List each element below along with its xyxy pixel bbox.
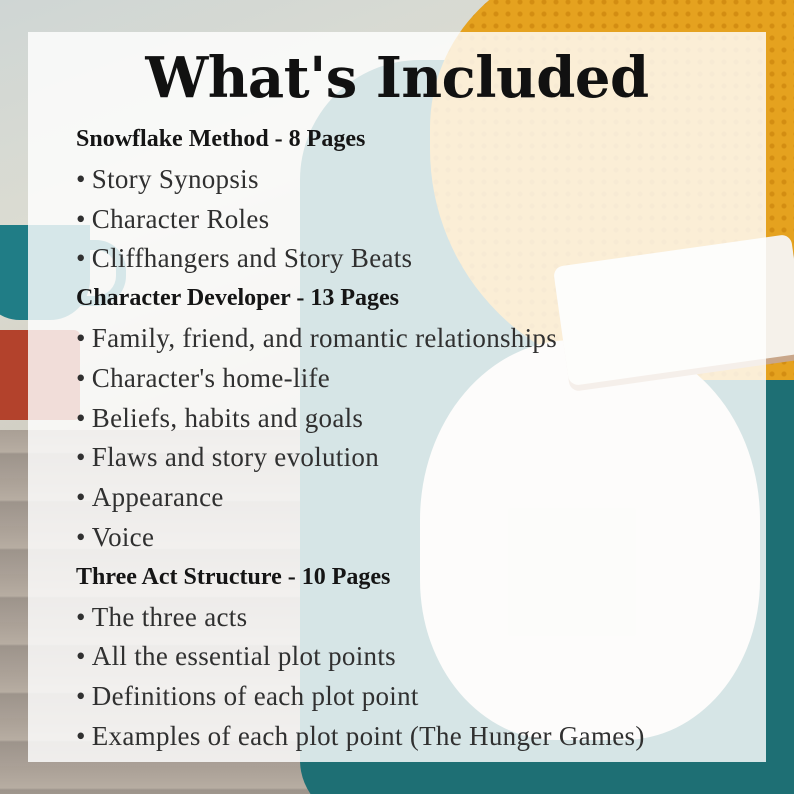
bullet-icon: • [76, 322, 86, 353]
list-item [76, 717, 766, 757]
bullet-icon: • [76, 243, 86, 274]
list-item [76, 677, 766, 717]
bullet-icon: • [76, 482, 86, 513]
list-item [76, 399, 766, 439]
list-item [76, 478, 766, 518]
section-heading: Character Developer - 13 Pages [76, 285, 400, 312]
list-item-label: Flaws and story evolution [91, 442, 379, 473]
list-item [76, 160, 766, 200]
bullet-icon: • [76, 681, 86, 712]
list-item-label: Story Synopsis [91, 163, 259, 194]
list-item-label: Definitions of each plot point [91, 681, 419, 712]
list-item-label: Appearance [91, 482, 224, 513]
bullet-icon: • [76, 402, 86, 433]
list-item-label: All the essential plot points [91, 641, 396, 672]
list-item [76, 438, 766, 478]
list-item-label: Examples of each plot point (The Hunger Games) [91, 720, 645, 751]
section-heading: Three Act Structure - 10 Pages [76, 563, 391, 590]
bullet-icon: • [76, 442, 86, 473]
included-list [76, 120, 766, 757]
list-item [76, 239, 766, 279]
list-item-label: Family, friend, and romantic relationships [91, 322, 558, 353]
list-item [76, 518, 766, 558]
list-item-label: Character's home-life [91, 362, 331, 393]
list-item-label: Cliffhangers and Story Beats [91, 243, 413, 274]
bullet-icon: • [76, 720, 86, 751]
list-item [76, 598, 766, 638]
bullet-icon: • [76, 521, 86, 552]
bullet-icon: • [76, 601, 86, 632]
list-item [76, 637, 766, 677]
section-heading: Snowflake Method - 8 Pages [76, 126, 366, 152]
list-item [76, 359, 766, 399]
list-item-label: Beliefs, habits and goals [91, 402, 364, 433]
page-title: What's Included [145, 45, 649, 111]
list-item-label: Voice [91, 521, 155, 552]
list-item [76, 319, 766, 359]
list-item-label: The three acts [91, 601, 248, 632]
list-item-label: Character Roles [91, 203, 270, 234]
bullet-icon: • [76, 163, 86, 194]
bullet-icon: • [76, 641, 86, 672]
bullet-icon: • [76, 362, 86, 393]
bullet-icon: • [76, 203, 86, 234]
list-item [76, 200, 766, 240]
